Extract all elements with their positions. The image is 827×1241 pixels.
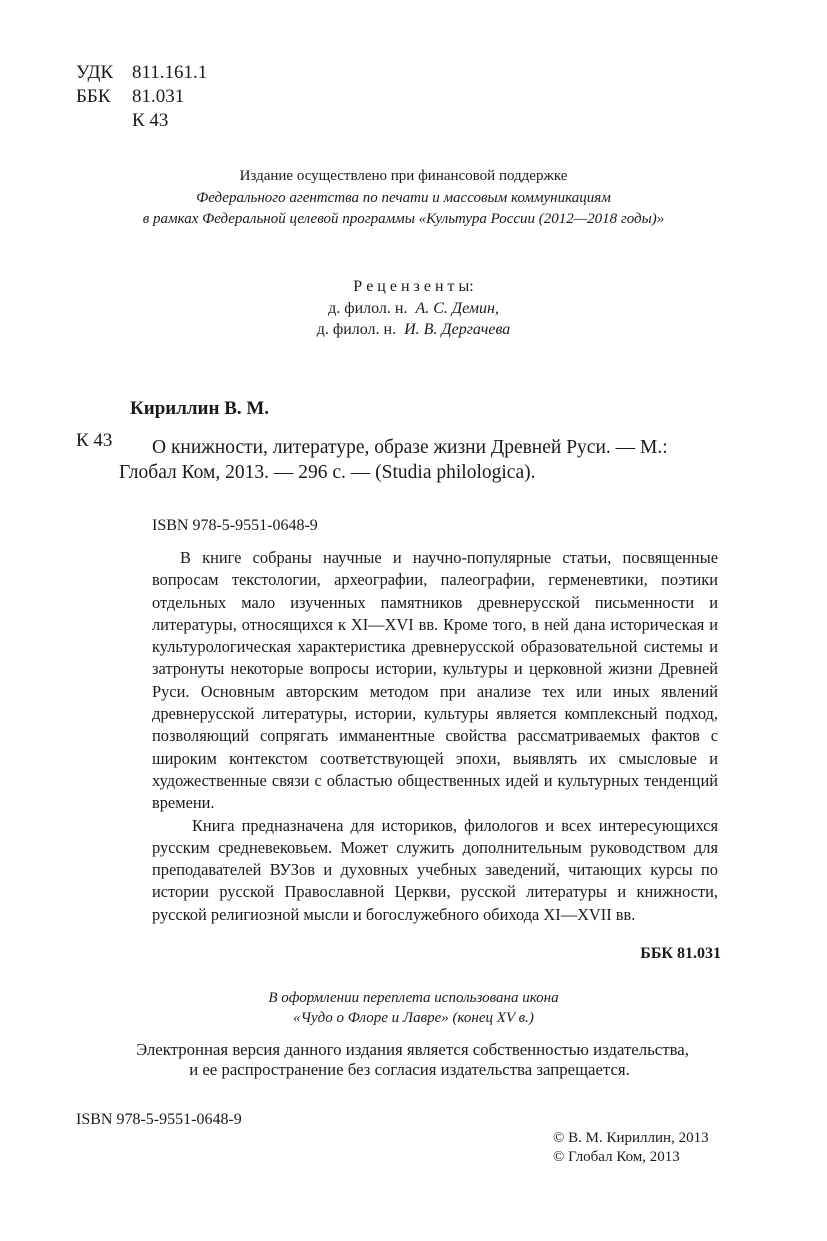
- reviewer-1: [0, 300, 827, 318]
- bbk-row: [76, 86, 184, 108]
- annotation-bbk: ББК 81.031: [640, 945, 721, 962]
- book-code: К 43: [76, 430, 113, 451]
- funding-line-1: Издание осуществлено при финансовой поддержке: [239, 168, 568, 184]
- cover-note-line-1: В оформлении переплета использована икона: [268, 990, 559, 1006]
- udk-label: УДК: [76, 62, 114, 83]
- annotation-paragraph-1: В книге собраны научные и научно-популярные статьи, посвященные вопросам текстологии, археографии, палеографии, герменевтики, поэтики отдельных мало изученных памятников древнерусской письменности и литературы, относящихся к XI—XVI вв. Кроме того, в ней дана историческая и культурологическая характеристика древнерусской образовательной системы и затронуты некоторые вопросы истории, культуры и церковной жизни Древней Руси. Основным авторским методом при анализе тех или иных явлений древнерусской литературы, истории, культуры является комплексный подход, позволяющий сопрягать имманентные свойства рассматриваемых фактов с широким контекстом соответствующей эпохи, выявлять их смысловые и художественные связи с областью общественных идей и культурных тенденций времени.: [152, 548, 718, 813]
- book-author: Кириллин В. М.: [130, 398, 270, 419]
- funding-line-3: в рамках Федеральной целевой программы «Культура России (2012—2018 годы)»: [142, 211, 665, 227]
- legal-line-2: и ее распространение без согласия издательства запрещается.: [189, 1060, 630, 1079]
- book-isbn: ISBN 978-5-9551-0648-9: [152, 517, 318, 534]
- annotation-paragraph-2: Книга предназначена для историков, филологов и всех интересующихся русским средневековьем. Может служить дополнительным руководством для преподавателей ВУЗов и духовных учебных заведений, читающих курсы по истории русской Православной Церкви, русской литературы и книжности, русской религиозной мысли и богослужебного обихода XI—XVII вв.: [152, 815, 718, 924]
- reviewer-2-degree: д. филол. н.: [316, 321, 397, 338]
- udk-value: 811.161.1: [132, 62, 208, 83]
- reviewer-2-name: И. В. Дергачева: [404, 321, 511, 338]
- reviewer-2: [0, 321, 827, 339]
- reviewers-heading: Р е ц е н з е н т ы:: [353, 278, 474, 295]
- funding-line-2: Федерального агентства по печати и массовым коммуникациям: [196, 190, 611, 206]
- annotation: [152, 547, 718, 926]
- bbk-value: 81.031: [132, 86, 185, 107]
- udk-row: [76, 62, 207, 84]
- copyright-author: © В. М. Кириллин, 2013: [553, 1130, 709, 1146]
- author-sign-row: [76, 110, 168, 132]
- copyright-publisher: © Глобал Ком, 2013: [553, 1149, 680, 1165]
- reviewer-1-degree: д. филол. н.: [328, 300, 408, 317]
- author-sign: К 43: [132, 110, 169, 131]
- cover-note-line-2: «Чудо о Флоре и Лавре» (конец XV в.): [293, 1010, 534, 1026]
- footer-isbn: ISBN 978-5-9551-0648-9: [76, 1111, 242, 1128]
- book-title-line-2: Глобал Ком, 2013. — 296 с. — (Studia philologica).: [119, 462, 536, 483]
- legal-line-1: Электронная версия данного издания является собственностью издательства,: [136, 1040, 689, 1059]
- bbk-label: ББК: [76, 86, 111, 107]
- book-title-line-1: О книжности, литературе, образе жизни Древней Руси. — М.:: [152, 437, 668, 458]
- reviewer-1-name: А. С. Демин,: [415, 300, 499, 317]
